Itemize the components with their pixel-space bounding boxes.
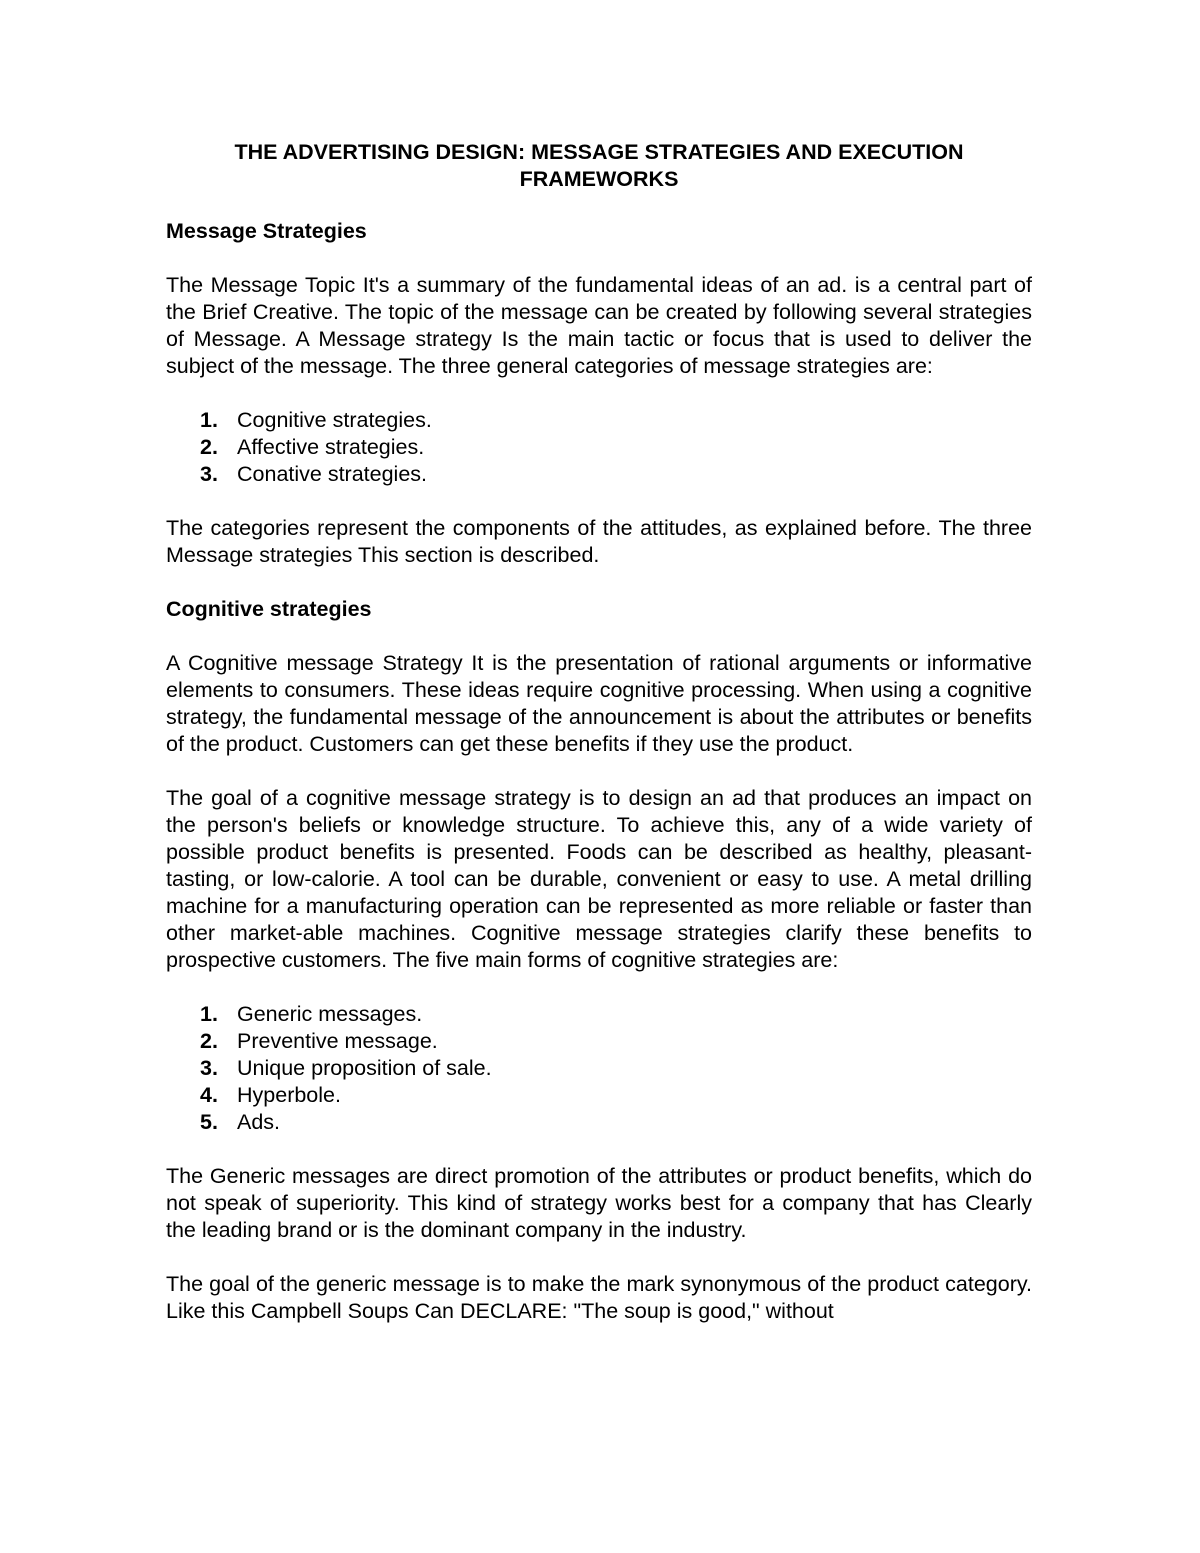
list-item [166, 1001, 1032, 1028]
list-text: Preventive message. [237, 1029, 438, 1053]
list-number: 2. [200, 435, 218, 459]
paragraph: A Cognitive message Strategy It is the presentation of rational arguments or informative elements to consumers. These ideas require cognitive processing. When using a cognitive strategy, the fundamental message of the announcement is about the attributes or benefits of the product. Customers can get these benefits if they use the product. [166, 651, 1032, 756]
document-title: THE ADVERTISING DESIGN: MESSAGE STRATEGIES AND EXECUTION FRAMEWORKS [234, 140, 964, 191]
list-number: 3. [200, 1056, 218, 1080]
list-number: 2. [200, 1029, 218, 1053]
paragraph: The categories represent the components of the attitudes, as explained before. The three Message strategies This section is described. [166, 516, 1032, 567]
list-text: Affective strategies. [237, 435, 425, 459]
document-page [166, 139, 1032, 1352]
list-number: 1. [200, 1002, 218, 1026]
paragraph: The Message Topic It's a summary of the fundamental ideas of an ad. is a central part of the Brief Creative. The topic of the message can be created by following several strategies of Message. A Message strategy Is the main tactic or focus that is used to deliver the subject of the message. The three general categories of message strategies are: [166, 273, 1032, 378]
section-heading-cognitive-strategies: Cognitive strategies [166, 597, 372, 621]
list-item [166, 461, 1032, 488]
list-item [166, 434, 1032, 461]
list-text: Cognitive strategies. [237, 408, 432, 432]
list-number: 5. [200, 1110, 218, 1134]
list-item [166, 1109, 1032, 1136]
list-number: 4. [200, 1083, 218, 1107]
cognitive-forms-list [166, 1001, 1032, 1136]
list-item [166, 1028, 1032, 1055]
list-item [166, 1082, 1032, 1109]
section-heading-message-strategies: Message Strategies [166, 219, 367, 243]
list-number: 1. [200, 408, 218, 432]
paragraph: The goal of the generic message is to make the mark synonymous of the product category. Like this Campbell Soups Can DECLARE: "The soup is good," without [166, 1272, 1032, 1323]
list-text: Unique proposition of sale. [237, 1056, 492, 1080]
list-item [166, 1055, 1032, 1082]
strategy-categories-list [166, 407, 1032, 488]
list-text: Ads. [237, 1110, 281, 1134]
list-text: Conative strategies. [237, 462, 428, 486]
list-text: Hyperbole. [237, 1083, 341, 1107]
paragraph: The Generic messages are direct promotion of the attributes or product benefits, which do not speak of superiority. This kind of strategy works best for a company that has Clearly the leading brand or is the dominant company in the industry. [166, 1164, 1032, 1242]
list-number: 3. [200, 462, 218, 486]
list-text: Generic messages. [237, 1002, 423, 1026]
list-item [166, 407, 1032, 434]
paragraph: The goal of a cognitive message strategy is to design an ad that produces an impact on the person's beliefs or knowledge structure. To achieve this, any of a wide variety of possible product benefits is presented. Foods can be described as healthy, pleasant-tasting, or low-calorie. A tool can be durable, convenient or easy to use. A metal drilling machine for a manufacturing operation can be represented as more reliable or faster than other market-able machines. Cognitive message strategies clarify these benefits to prospective customers. The five main forms of cognitive strategies are: [166, 786, 1032, 972]
